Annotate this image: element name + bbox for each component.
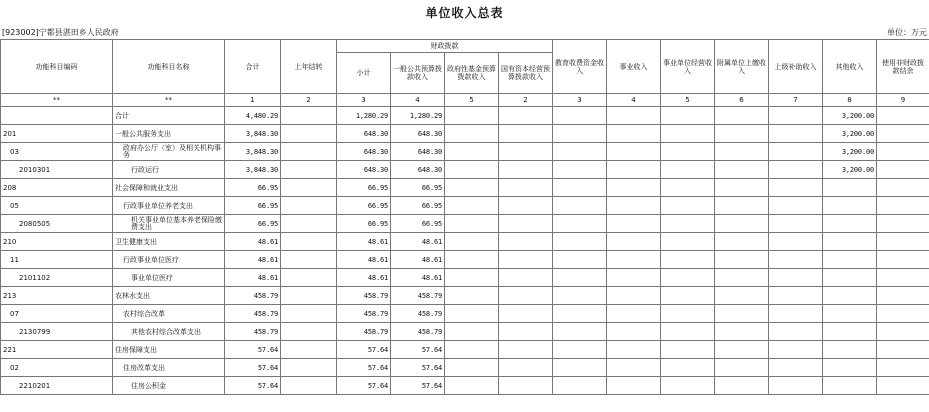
cell-carryover — [281, 197, 337, 215]
cell-subtotal: 458.79 — [337, 305, 391, 323]
header-business: 事业收入 — [607, 40, 661, 94]
cell-non-fiscal-balance — [877, 269, 929, 287]
cell-state-capital — [499, 233, 553, 251]
cell-name: 农村综合改革 — [113, 305, 225, 323]
cell-business-ops — [661, 305, 715, 323]
cell-general-budget: 48.61 — [391, 233, 445, 251]
cell-business — [607, 305, 661, 323]
cell-non-fiscal-balance — [877, 233, 929, 251]
cell-subordinate — [715, 179, 769, 197]
cell-name: 机关事业单位基本养老保险缴费支出 — [113, 215, 225, 233]
cell-superior-subsidy — [769, 359, 823, 377]
cell-other — [823, 305, 877, 323]
cell-subordinate — [715, 197, 769, 215]
cell-carryover — [281, 143, 337, 161]
table-row — [1, 359, 929, 377]
cell-state-capital — [499, 269, 553, 287]
cell-name: 住房公积金 — [113, 377, 225, 395]
cell-non-fiscal-balance — [877, 251, 929, 269]
index-cell: 7 — [769, 94, 823, 107]
cell-subordinate — [715, 233, 769, 251]
cell-education-fee — [553, 233, 607, 251]
index-cell: 3 — [337, 94, 391, 107]
cell-code: 2101102 — [1, 269, 113, 287]
cell-total: 57.64 — [225, 341, 281, 359]
cell-non-fiscal-balance — [877, 377, 929, 395]
cell-name: 其他农村综合改革支出 — [113, 323, 225, 341]
cell-name: 事业单位医疗 — [113, 269, 225, 287]
cell-business — [607, 323, 661, 341]
cell-state-capital — [499, 377, 553, 395]
cell-state-capital — [499, 323, 553, 341]
cell-subordinate — [715, 269, 769, 287]
cell-superior-subsidy — [769, 179, 823, 197]
cell-other — [823, 251, 877, 269]
cell-code: 213 — [1, 287, 113, 305]
cell-subordinate — [715, 359, 769, 377]
cell-business — [607, 377, 661, 395]
cell-general-budget: 648.30 — [391, 143, 445, 161]
cell-business-ops — [661, 143, 715, 161]
cell-subordinate — [715, 377, 769, 395]
cell-general-budget: 66.95 — [391, 197, 445, 215]
cell-subtotal: 458.79 — [337, 287, 391, 305]
header-superior-subsidy: 上级补助收入 — [769, 40, 823, 94]
cell-business — [607, 359, 661, 377]
cell-general-budget: 57.64 — [391, 377, 445, 395]
cell-other — [823, 287, 877, 305]
cell-subtotal: 66.95 — [337, 179, 391, 197]
cell-total: 3,848.30 — [225, 125, 281, 143]
cell-subtotal: 48.61 — [337, 251, 391, 269]
cell-name: 行政运行 — [113, 161, 225, 179]
cell-education-fee — [553, 323, 607, 341]
cell-gov-fund — [445, 215, 499, 233]
cell-general-budget: 458.79 — [391, 287, 445, 305]
cell-name: 政府办公厅（室）及相关机构事务 — [113, 143, 225, 161]
index-cell: 5 — [445, 94, 499, 107]
table-row — [1, 215, 929, 233]
cell-state-capital — [499, 305, 553, 323]
cell-carryover — [281, 287, 337, 305]
table-row — [1, 125, 929, 143]
cell-name: 住房改革支出 — [113, 359, 225, 377]
header-general-budget: 一般公共预算拨款收入 — [391, 53, 445, 94]
index-cell: 6 — [715, 94, 769, 107]
cell-gov-fund — [445, 233, 499, 251]
index-cell: 2 — [281, 94, 337, 107]
cell-subordinate — [715, 125, 769, 143]
cell-subtotal: 57.64 — [337, 377, 391, 395]
cell-code: 05 — [1, 197, 113, 215]
cell-carryover — [281, 179, 337, 197]
cell-code: 11 — [1, 251, 113, 269]
table-row — [1, 251, 929, 269]
cell-other — [823, 323, 877, 341]
cell-carryover — [281, 323, 337, 341]
cell-non-fiscal-balance — [877, 197, 929, 215]
index-cell: 1 — [225, 94, 281, 107]
cell-education-fee — [553, 197, 607, 215]
cell-name: 农林水支出 — [113, 287, 225, 305]
unit-label: 单位：万元 — [887, 28, 927, 37]
cell-non-fiscal-balance — [877, 107, 929, 125]
cell-subtotal: 48.61 — [337, 233, 391, 251]
cell-total: 57.64 — [225, 377, 281, 395]
index-cell: ** — [113, 94, 225, 107]
cell-subordinate — [715, 107, 769, 125]
cell-name: 社会保障和就业支出 — [113, 179, 225, 197]
cell-business-ops — [661, 251, 715, 269]
cell-subtotal: 57.64 — [337, 341, 391, 359]
cell-non-fiscal-balance — [877, 341, 929, 359]
cell-state-capital — [499, 359, 553, 377]
cell-carryover — [281, 377, 337, 395]
cell-other: 3,200.00 — [823, 161, 877, 179]
index-cell: 4 — [391, 94, 445, 107]
header-subordinate: 附属单位上缴收入 — [715, 40, 769, 94]
cell-non-fiscal-balance — [877, 359, 929, 377]
cell-total: 48.61 — [225, 251, 281, 269]
cell-education-fee — [553, 161, 607, 179]
cell-carryover — [281, 107, 337, 125]
header-name: 功能科目名称 — [113, 40, 225, 94]
index-cell: ** — [1, 94, 113, 107]
cell-education-fee — [553, 341, 607, 359]
table-row — [1, 377, 929, 395]
cell-education-fee — [553, 269, 607, 287]
cell-total: 57.64 — [225, 359, 281, 377]
cell-general-budget: 458.79 — [391, 305, 445, 323]
header-gov-fund: 政府性基金预算拨款收入 — [445, 53, 499, 94]
cell-total: 3,848.30 — [225, 161, 281, 179]
cell-business — [607, 161, 661, 179]
cell-other — [823, 215, 877, 233]
cell-gov-fund — [445, 287, 499, 305]
cell-total: 458.79 — [225, 323, 281, 341]
cell-business — [607, 179, 661, 197]
cell-education-fee — [553, 179, 607, 197]
cell-name: 住房保障支出 — [113, 341, 225, 359]
table-row — [1, 233, 929, 251]
header-state-capital: 国有资本经营预算拨款收入 — [499, 53, 553, 94]
cell-total: 48.61 — [225, 233, 281, 251]
cell-carryover — [281, 341, 337, 359]
report-title: 单位收入总表 — [425, 6, 504, 20]
cell-code: 2210201 — [1, 377, 113, 395]
table-row — [1, 341, 929, 359]
cell-education-fee — [553, 287, 607, 305]
header-business-ops: 事业单位经营收入 — [661, 40, 715, 94]
cell-general-budget: 57.64 — [391, 359, 445, 377]
cell-subordinate — [715, 341, 769, 359]
cell-total: 4,480.29 — [225, 107, 281, 125]
cell-education-fee — [553, 305, 607, 323]
cell-carryover — [281, 125, 337, 143]
cell-business — [607, 341, 661, 359]
cell-business — [607, 287, 661, 305]
cell-subtotal: 57.64 — [337, 359, 391, 377]
cell-name: 行政事业单位养老支出 — [113, 197, 225, 215]
cell-state-capital — [499, 125, 553, 143]
cell-other — [823, 377, 877, 395]
table-row — [1, 107, 929, 125]
cell-education-fee — [553, 143, 607, 161]
cell-code: 208 — [1, 179, 113, 197]
cell-gov-fund — [445, 125, 499, 143]
cell-code: 07 — [1, 305, 113, 323]
cell-business-ops — [661, 179, 715, 197]
cell-general-budget: 648.30 — [391, 161, 445, 179]
cell-carryover — [281, 269, 337, 287]
cell-other — [823, 359, 877, 377]
table-row — [1, 179, 929, 197]
cell-total: 458.79 — [225, 287, 281, 305]
table-row — [1, 287, 929, 305]
cell-subtotal: 648.30 — [337, 125, 391, 143]
cell-name: 卫生健康支出 — [113, 233, 225, 251]
cell-business-ops — [661, 341, 715, 359]
cell-business — [607, 215, 661, 233]
cell-carryover — [281, 305, 337, 323]
cell-gov-fund — [445, 143, 499, 161]
index-cell: 4 — [607, 94, 661, 107]
cell-code: 201 — [1, 125, 113, 143]
cell-business-ops — [661, 107, 715, 125]
cell-state-capital — [499, 197, 553, 215]
cell-subtotal: 48.61 — [337, 269, 391, 287]
index-cell: 8 — [823, 94, 877, 107]
cell-gov-fund — [445, 107, 499, 125]
header-row-1 — [1, 40, 929, 53]
cell-name: 行政事业单位医疗 — [113, 251, 225, 269]
cell-non-fiscal-balance — [877, 125, 929, 143]
cell-superior-subsidy — [769, 287, 823, 305]
cell-business-ops — [661, 125, 715, 143]
cell-superior-subsidy — [769, 341, 823, 359]
table-row — [1, 305, 929, 323]
cell-business — [607, 107, 661, 125]
cell-subordinate — [715, 305, 769, 323]
cell-business-ops — [661, 197, 715, 215]
cell-other — [823, 197, 877, 215]
table-row — [1, 143, 929, 161]
income-summary-table — [0, 39, 929, 395]
cell-business-ops — [661, 287, 715, 305]
cell-education-fee — [553, 251, 607, 269]
cell-business-ops — [661, 215, 715, 233]
header-other: 其他收入 — [823, 40, 877, 94]
cell-code — [1, 107, 113, 125]
header-carryover: 上年结转 — [281, 40, 337, 94]
cell-other: 3,200.00 — [823, 125, 877, 143]
cell-code: 2130799 — [1, 323, 113, 341]
header-non-fiscal-balance: 使用非财政拨款结余 — [877, 40, 929, 94]
cell-business-ops — [661, 377, 715, 395]
index-row — [1, 94, 929, 107]
cell-other — [823, 269, 877, 287]
cell-superior-subsidy — [769, 143, 823, 161]
cell-other — [823, 341, 877, 359]
table-row — [1, 197, 929, 215]
cell-code: 2080505 — [1, 215, 113, 233]
cell-business-ops — [661, 269, 715, 287]
cell-superior-subsidy — [769, 161, 823, 179]
cell-subordinate — [715, 287, 769, 305]
cell-state-capital — [499, 179, 553, 197]
cell-non-fiscal-balance — [877, 305, 929, 323]
cell-business-ops — [661, 233, 715, 251]
cell-superior-subsidy — [769, 377, 823, 395]
cell-gov-fund — [445, 197, 499, 215]
cell-other: 3,200.00 — [823, 143, 877, 161]
cell-subtotal: 66.95 — [337, 197, 391, 215]
cell-subordinate — [715, 251, 769, 269]
cell-non-fiscal-balance — [877, 161, 929, 179]
cell-subordinate — [715, 323, 769, 341]
cell-state-capital — [499, 251, 553, 269]
cell-name: 一般公共服务支出 — [113, 125, 225, 143]
cell-carryover — [281, 251, 337, 269]
cell-education-fee — [553, 107, 607, 125]
cell-education-fee — [553, 215, 607, 233]
cell-business — [607, 251, 661, 269]
cell-non-fiscal-balance — [877, 323, 929, 341]
index-cell: 2 — [499, 94, 553, 107]
cell-carryover — [281, 233, 337, 251]
cell-subordinate — [715, 161, 769, 179]
cell-education-fee — [553, 359, 607, 377]
cell-total: 3,848.30 — [225, 143, 281, 161]
index-cell: 5 — [661, 94, 715, 107]
cell-education-fee — [553, 377, 607, 395]
cell-subtotal: 1,280.29 — [337, 107, 391, 125]
cell-other — [823, 233, 877, 251]
cell-general-budget: 66.95 — [391, 215, 445, 233]
cell-total: 458.79 — [225, 305, 281, 323]
index-cell: 3 — [553, 94, 607, 107]
cell-general-budget: 48.61 — [391, 269, 445, 287]
cell-education-fee — [553, 125, 607, 143]
cell-subordinate — [715, 215, 769, 233]
cell-general-budget: 648.30 — [391, 125, 445, 143]
cell-subtotal: 648.30 — [337, 161, 391, 179]
cell-total: 66.95 — [225, 215, 281, 233]
table-body — [1, 107, 929, 395]
cell-gov-fund — [445, 179, 499, 197]
cell-other — [823, 179, 877, 197]
cell-general-budget: 48.61 — [391, 251, 445, 269]
cell-general-budget: 458.79 — [391, 323, 445, 341]
cell-non-fiscal-balance — [877, 179, 929, 197]
cell-business — [607, 233, 661, 251]
cell-state-capital — [499, 341, 553, 359]
cell-carryover — [281, 359, 337, 377]
table-row — [1, 323, 929, 341]
cell-total: 66.95 — [225, 179, 281, 197]
cell-business — [607, 269, 661, 287]
cell-general-budget: 1,280.29 — [391, 107, 445, 125]
cell-subordinate — [715, 143, 769, 161]
header-code: 功能科目编码 — [1, 40, 113, 94]
cell-business — [607, 197, 661, 215]
cell-total: 48.61 — [225, 269, 281, 287]
unit-code: [923002]宁都县湛田乡人民政府 — [2, 28, 119, 37]
header-subtotal: 小计 — [337, 53, 391, 94]
table-row — [1, 269, 929, 287]
cell-gov-fund — [445, 305, 499, 323]
cell-gov-fund — [445, 341, 499, 359]
cell-code: 221 — [1, 341, 113, 359]
cell-general-budget: 57.64 — [391, 341, 445, 359]
cell-non-fiscal-balance — [877, 143, 929, 161]
cell-superior-subsidy — [769, 305, 823, 323]
cell-superior-subsidy — [769, 269, 823, 287]
cell-superior-subsidy — [769, 125, 823, 143]
header-fiscal-group: 财政拨款 — [337, 40, 553, 53]
cell-state-capital — [499, 161, 553, 179]
cell-state-capital — [499, 143, 553, 161]
cell-business — [607, 143, 661, 161]
cell-carryover — [281, 161, 337, 179]
table-row — [1, 161, 929, 179]
cell-gov-fund — [445, 359, 499, 377]
cell-non-fiscal-balance — [877, 287, 929, 305]
cell-superior-subsidy — [769, 323, 823, 341]
cell-superior-subsidy — [769, 215, 823, 233]
cell-code: 210 — [1, 233, 113, 251]
cell-superior-subsidy — [769, 251, 823, 269]
cell-gov-fund — [445, 251, 499, 269]
cell-superior-subsidy — [769, 197, 823, 215]
cell-subtotal: 66.95 — [337, 215, 391, 233]
cell-code: 2010301 — [1, 161, 113, 179]
cell-business — [607, 125, 661, 143]
cell-superior-subsidy — [769, 233, 823, 251]
cell-business-ops — [661, 323, 715, 341]
cell-superior-subsidy — [769, 107, 823, 125]
header-total: 合计 — [225, 40, 281, 94]
cell-non-fiscal-balance — [877, 215, 929, 233]
cell-code: 03 — [1, 143, 113, 161]
cell-gov-fund — [445, 323, 499, 341]
cell-subtotal: 648.30 — [337, 143, 391, 161]
cell-business-ops — [661, 359, 715, 377]
header-education-fee: 教育收费资金收入 — [553, 40, 607, 94]
cell-carryover — [281, 215, 337, 233]
cell-state-capital — [499, 215, 553, 233]
cell-total: 66.95 — [225, 197, 281, 215]
cell-gov-fund — [445, 161, 499, 179]
index-cell: 9 — [877, 94, 929, 107]
cell-gov-fund — [445, 377, 499, 395]
cell-business-ops — [661, 161, 715, 179]
cell-state-capital — [499, 287, 553, 305]
cell-code: 02 — [1, 359, 113, 377]
cell-other: 3,200.00 — [823, 107, 877, 125]
cell-subtotal: 458.79 — [337, 323, 391, 341]
cell-general-budget: 66.95 — [391, 179, 445, 197]
cell-state-capital — [499, 107, 553, 125]
cell-name: 合计 — [113, 107, 225, 125]
cell-gov-fund — [445, 269, 499, 287]
